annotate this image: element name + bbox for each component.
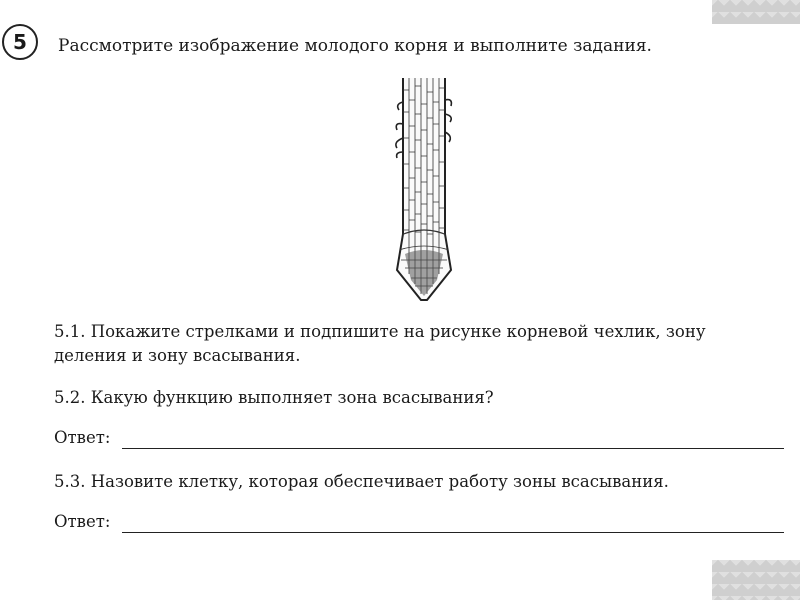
task-number-badge: 5 <box>2 24 38 60</box>
decorative-corner-bottom <box>712 560 800 600</box>
answer-label-5-3: Ответ: <box>54 512 111 531</box>
answer-line-5-2[interactable] <box>122 448 784 449</box>
root-illustration <box>370 74 480 306</box>
answer-label-5-2: Ответ: <box>54 428 111 447</box>
question-5-2: 5.2. Какую функцию выполняет зона всасывания? <box>54 388 494 407</box>
task-heading: Рассмотрите изображение молодого корня и выполните задания. <box>58 36 652 56</box>
question-5-3: 5.3. Назовите клетку, которая обеспечивает работу зоны всасывания. <box>54 472 669 491</box>
answer-line-5-3[interactable] <box>122 532 784 533</box>
decorative-corner-top <box>712 0 800 24</box>
question-5-1-line2: деления и зону всасывания. <box>54 346 301 365</box>
question-5-1-line1: 5.1. Покажите стрелками и подпишите на рисунке корневой чехлик, зону <box>54 322 706 341</box>
